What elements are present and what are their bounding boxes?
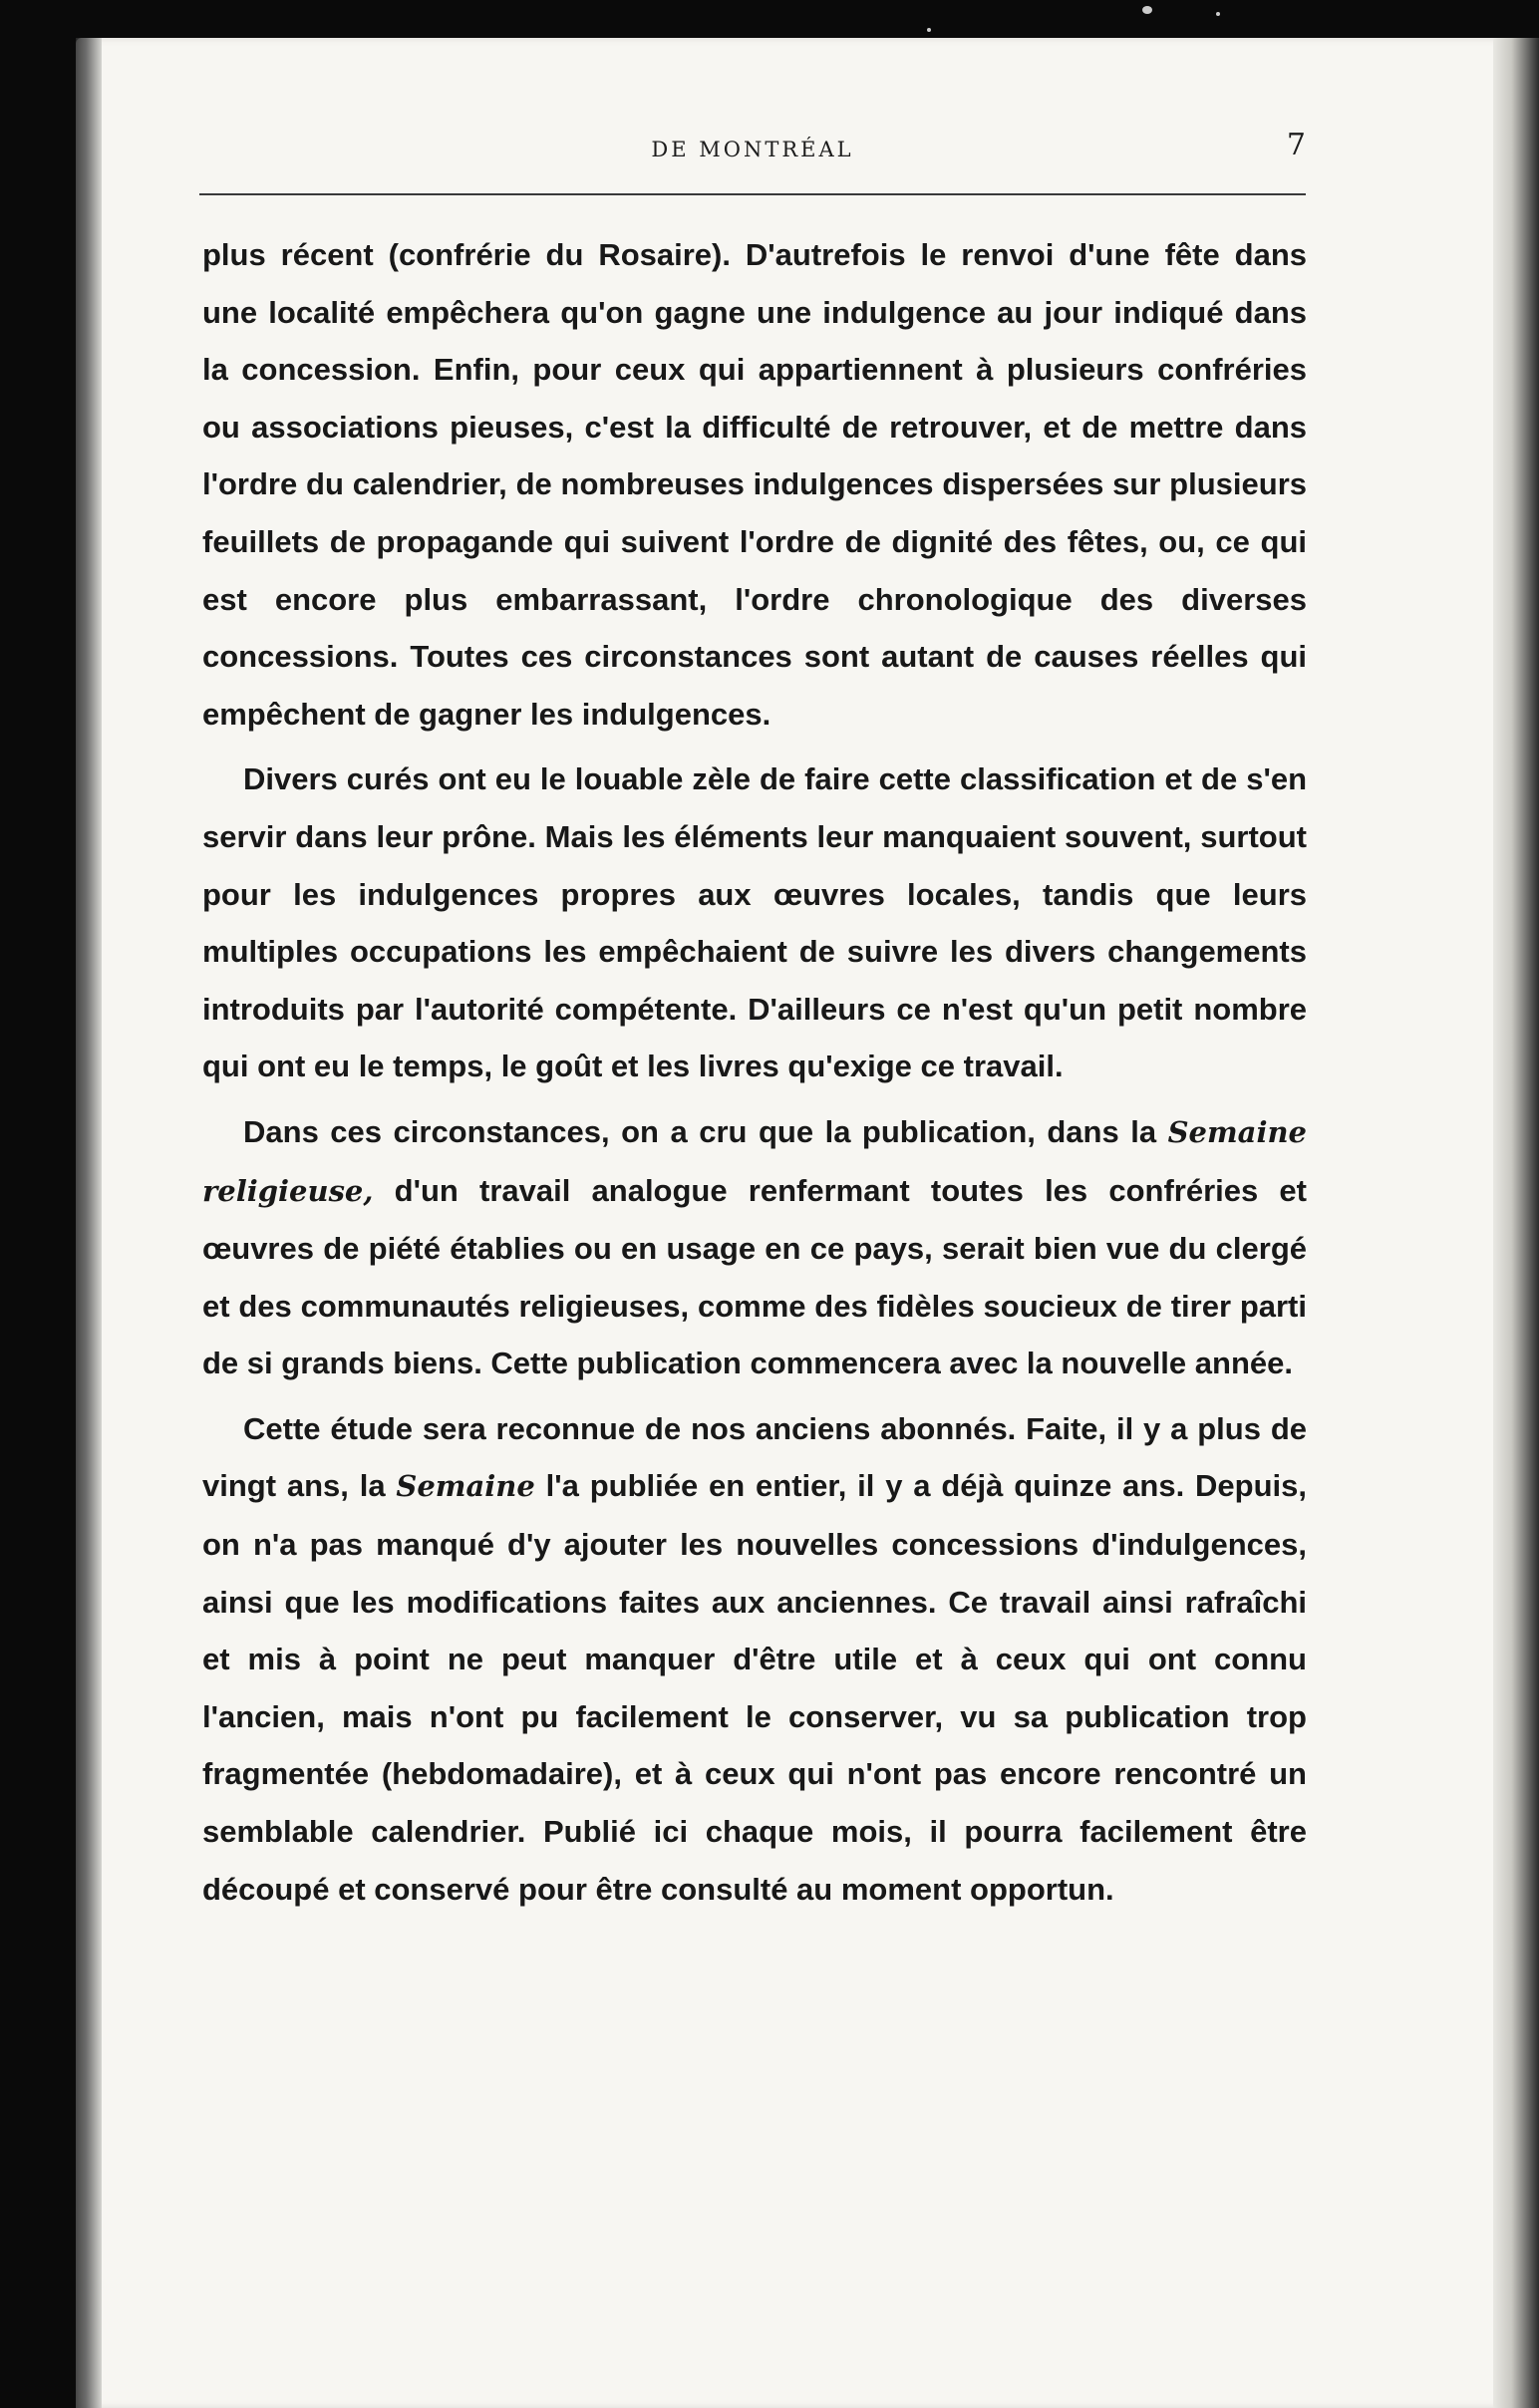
paragraph-text: Dans ces circonstances, on a cru que la publication, dans la <box>243 1113 1168 1149</box>
paragraph-text: d'un travail analogue renfermant toutes les confréries et œuvres de piété établies ou en usage en ce pays, serait bien vue du clergé et des communautés religieuses, comme des fidèles soucieux de tirer parti de si grands biens. Cette publication commencera avec la nouvelle année. <box>202 1172 1307 1381</box>
paragraph <box>202 1103 1307 1392</box>
scan-speck <box>1142 6 1152 14</box>
paragraph <box>202 751 1307 1095</box>
publication-title: Semaine <box>396 1469 535 1504</box>
paragraph-text: l'a publiée en entier, il y a déjà quinze ans. Depuis, on n'a pas manqué d'y ajouter les nouvelles concessions d'indulgences, ainsi que les modifications faites aux anciennes. Ce travail ainsi rafraîchi et mis à point ne peut manquer d'être utile et à ceux qui ont connu l'ancien, mais n'ont pu facilement le conserver, vu sa publication trop fragmentée (hebdomadaire), et à ceux qui n'ont pas encore rencontré un semblable calendrier. Publié ici chaque mois, il pourra facilement être découpé et conservé pour être consulté au moment opportun. <box>202 1468 1307 1907</box>
page-number: 7 <box>1286 128 1306 162</box>
paragraph-text: Cette étude sera reconnue de nos anciens abonnés. Faite, il y a plus de vingt ans, la <box>202 1410 1307 1504</box>
paragraph-text: plus récent (confrérie du Rosaire). D'autrefois le renvoi d'une fête dans une localité empêchera qu'on gagne une indulgence au jour indiqué dans la concession. Enfin, pour ceux qui appartiennent à plusieurs confréries ou associations pieuses, c'est la difficulté de retrouver, et de mettre dans l'ordre du calendrier, de nombreuses indulgences dispersées sur plusieurs feuillets de propagande qui suivent l'ordre de dignité des fêtes, ou, ce qui est encore plus embarrassant, l'ordre chronologique des diverses concessions. Toutes ces circonstances sont autant de causes réelles qui empêchent de gagner les indulgences. <box>202 237 1307 732</box>
paragraph <box>202 1400 1307 1918</box>
page-header <box>199 124 1306 183</box>
header-rule <box>199 193 1306 195</box>
body-text <box>202 226 1307 1918</box>
paragraph-text: Divers curés ont eu le louable zèle de faire cette classification et de s'en servir dans leur prône. Mais les éléments leur manquaient souvent, surtout pour les indulgences propres aux œuvres locales, tandis que leurs multiples occupations les empêchaient de suivre les divers changements introduits par l'autorité compétente. D'ailleurs ce n'est qu'un petit nombre qui ont eu le temps, le goût et les livres qu'exige ce travail. <box>202 761 1307 1084</box>
page-binding-edge <box>76 38 102 2408</box>
page-right-edge <box>1493 38 1539 2408</box>
scan-speck <box>927 28 931 32</box>
scan-speck <box>1216 12 1220 16</box>
paragraph <box>202 226 1307 743</box>
running-head: DE MONTRÉAL <box>651 138 854 161</box>
publication-title: Semaine religieuse, <box>202 1114 1307 1208</box>
